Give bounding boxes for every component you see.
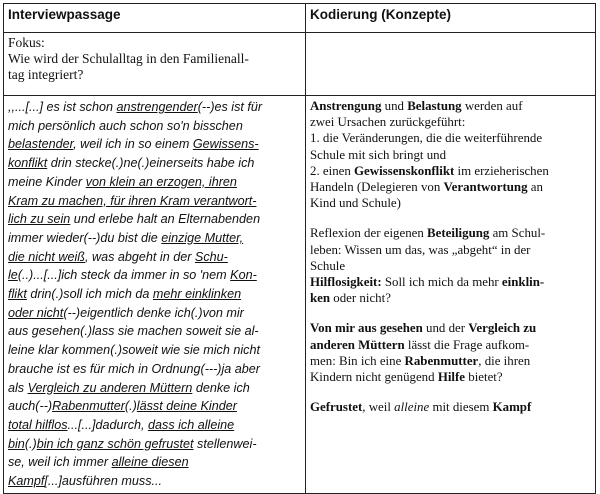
passage-line	[8, 229, 301, 248]
underlined-phrase: anstrengender	[116, 100, 198, 114]
passage-text: (.)	[124, 399, 137, 414]
coding-text: Schule	[310, 258, 346, 273]
header-row	[4, 4, 596, 33]
passage-text: ,,...[...] es ist schon	[8, 100, 117, 114]
concept-term: Belastung	[407, 99, 462, 113]
interview-passage-cell	[4, 96, 306, 494]
passage-text: se, weil ich immer	[8, 455, 112, 470]
underlined-phrase: Schu-	[194, 249, 228, 264]
passage-line	[8, 435, 301, 454]
underlined-phrase: Kon-	[230, 268, 257, 283]
coding-text: bietet?	[465, 370, 503, 385]
underlined-phrase: die nicht weiß	[8, 249, 85, 264]
passage-text: (--)es ist für	[197, 100, 263, 114]
coding-text: lässt die Frage aufkom-	[404, 337, 530, 352]
passage-text: [...]ausführen muss...	[44, 474, 162, 489]
coding-text: Handeln (Delegieren von	[310, 180, 444, 195]
coding-text: Schule mit sich bringt und	[310, 147, 447, 162]
passage-line	[8, 341, 301, 360]
coding-text: men: Bin ich eine	[310, 353, 405, 368]
concept-term: Verantwortung	[443, 180, 528, 195]
coding-text: Kindern nicht genügend	[310, 370, 438, 385]
concept-term: Hilflosigkeit:	[310, 275, 382, 290]
coding-text: werden auf	[461, 99, 523, 113]
passage-line	[8, 210, 301, 229]
concept-term: anderen Müttern	[310, 337, 405, 352]
passage-line	[8, 135, 301, 154]
coding-paragraph	[310, 225, 591, 306]
focus-label: Fokus:	[8, 35, 45, 50]
passage-text: , weil ich in so einem	[73, 137, 193, 152]
underlined-phrase: Gewissens-	[192, 137, 259, 152]
passage-line	[8, 266, 301, 285]
passage-text: ...[...]dadurch,	[67, 417, 149, 432]
passage-text: (--)eigentlich denke ich(.)von mir	[63, 305, 244, 320]
coding-text: Kind und Schule)	[310, 196, 401, 211]
passage-line	[8, 397, 301, 416]
coding-text: Reflexion der eigenen	[310, 226, 428, 241]
passage-line	[8, 173, 301, 192]
coding-text: leben: Wissen um das, was „abgeht“ in der	[310, 242, 531, 257]
passage-text: , was abgeht in der	[85, 249, 195, 264]
coding-text: Soll ich mich da mehr	[381, 275, 502, 290]
passage-text: mich persönlich auch schon so'n bisschen	[8, 118, 243, 133]
passage-line	[8, 379, 301, 398]
underlined-phrase: Vergleich zu anderen Müttern	[27, 380, 193, 395]
column-header-coding: Kodierung (Konzepte)	[306, 4, 596, 33]
concept-term: Vergleich zu	[468, 321, 537, 336]
focus-cell	[4, 33, 306, 96]
underlined-phrase: lässt deine Kinder	[136, 399, 237, 414]
passage-line	[8, 453, 301, 472]
passage-text: aus gesehen(.)lass sie machen soweit sie al-	[8, 324, 259, 339]
passage-line	[8, 117, 301, 136]
passage-text: denke ich	[192, 380, 250, 395]
coding-text: mit diesem	[429, 400, 493, 415]
passage-row	[4, 96, 596, 494]
passage-line	[8, 248, 301, 267]
concept-term: Beteiligung	[427, 226, 490, 241]
coding-text: 1. die Veränderungen, die die weiterführende	[310, 131, 543, 146]
focus-question-line: tag integriert?	[8, 67, 84, 82]
underlined-phrase: dass ich alleine	[148, 417, 235, 432]
concept-term: einklin-	[501, 275, 545, 290]
passage-text: als	[8, 380, 28, 395]
passage-text: drin(.)soll ich mich da	[26, 287, 153, 302]
coding-text: im erzieherischen	[454, 163, 549, 178]
coding-text: und	[381, 99, 408, 113]
underlined-phrase: lich zu sein	[8, 212, 71, 227]
passage-line	[8, 304, 301, 323]
focus-coding-cell-empty	[306, 33, 596, 96]
coding-text: am Schul-	[489, 226, 546, 241]
passage-text: drin stecke(.)ne(.)einerseits habe ich	[47, 156, 255, 171]
column-header-interview: Interviewpassage	[4, 4, 306, 33]
coding-text: und der	[422, 321, 469, 336]
passage-line	[8, 472, 301, 491]
passage-text: leine klar kommen(.)soweit wie sie mich nicht	[8, 343, 260, 358]
coding-table-frame	[3, 3, 595, 489]
underlined-phrase: mehr einklinken	[152, 287, 242, 302]
concept-term: ken	[310, 291, 331, 306]
underlined-phrase: Rabenmutter	[52, 399, 125, 414]
underlined-phrase: Kram zu machen, für ihren Kram verantwort-	[8, 193, 257, 208]
passage-line	[8, 154, 301, 173]
passage-text: auch(--)	[8, 399, 53, 414]
coding-text: 2. einen	[310, 163, 355, 178]
concept-term: Kampf	[492, 400, 532, 415]
passage-text: (..)...[...]ich steck da immer in so 'nem	[17, 268, 231, 283]
passage-line	[8, 192, 301, 211]
underlined-phrase: oder nicht	[8, 305, 64, 320]
coding-text: zwei Ursachen zurückgeführt:	[310, 115, 466, 130]
coding-text: , die ihren	[478, 353, 531, 368]
underlined-phrase: bin	[8, 436, 25, 451]
passage-text: (.)	[24, 436, 37, 451]
coding-paragraph	[310, 320, 591, 385]
passage-line	[8, 416, 301, 435]
coding-text: oder nicht?	[330, 291, 391, 306]
passage-line	[8, 360, 301, 379]
underlined-phrase: alleine diesen	[111, 455, 189, 470]
underlined-phrase: bin ich ganz schön gefrustet	[36, 436, 194, 451]
underlined-phrase: konflikt	[8, 156, 48, 171]
underlined-phrase: total hilflos	[8, 417, 68, 432]
coding-paragraph	[310, 98, 591, 211]
passage-text: und erlebe halt an Elternabenden	[70, 212, 261, 227]
concept-term: Anstrengung	[310, 99, 382, 113]
coding-text: an	[527, 180, 543, 195]
underlined-phrase: Kampf	[8, 474, 45, 489]
passage-text: immer wieder(--)du bist die	[8, 230, 162, 245]
passage-text: stellenwei-	[193, 436, 257, 451]
coding-text: , weil	[362, 400, 395, 415]
concept-term: Hilfe	[437, 370, 466, 385]
passage-text: meine Kinder	[8, 174, 86, 189]
coding-concepts-cell	[306, 96, 596, 494]
underlined-phrase: von klein an erzogen, ihren	[85, 174, 237, 189]
coding-text: alleine	[394, 400, 430, 415]
passage-line	[8, 322, 301, 341]
concept-term: Gewissenskonflikt	[354, 163, 455, 178]
focus-question-line: Wie wird der Schulalltag in den Familienall-	[8, 51, 249, 66]
concept-term: Von mir aus gesehen	[310, 321, 423, 336]
passage-text: brauche ist es für mich in Ordnung(---)ja aber	[8, 361, 260, 376]
focus-row	[4, 33, 596, 96]
concept-term: Rabenmutter	[404, 353, 479, 368]
coding-paragraph	[310, 399, 591, 415]
underlined-phrase: belastender	[8, 137, 74, 152]
underlined-phrase: le	[8, 268, 18, 283]
underlined-phrase: einzige Mutter,	[161, 230, 244, 245]
coding-table	[3, 3, 596, 494]
passage-line	[8, 285, 301, 304]
concept-term: Gefrustet	[310, 400, 363, 415]
passage-line	[8, 98, 301, 117]
underlined-phrase: flikt	[8, 287, 27, 302]
